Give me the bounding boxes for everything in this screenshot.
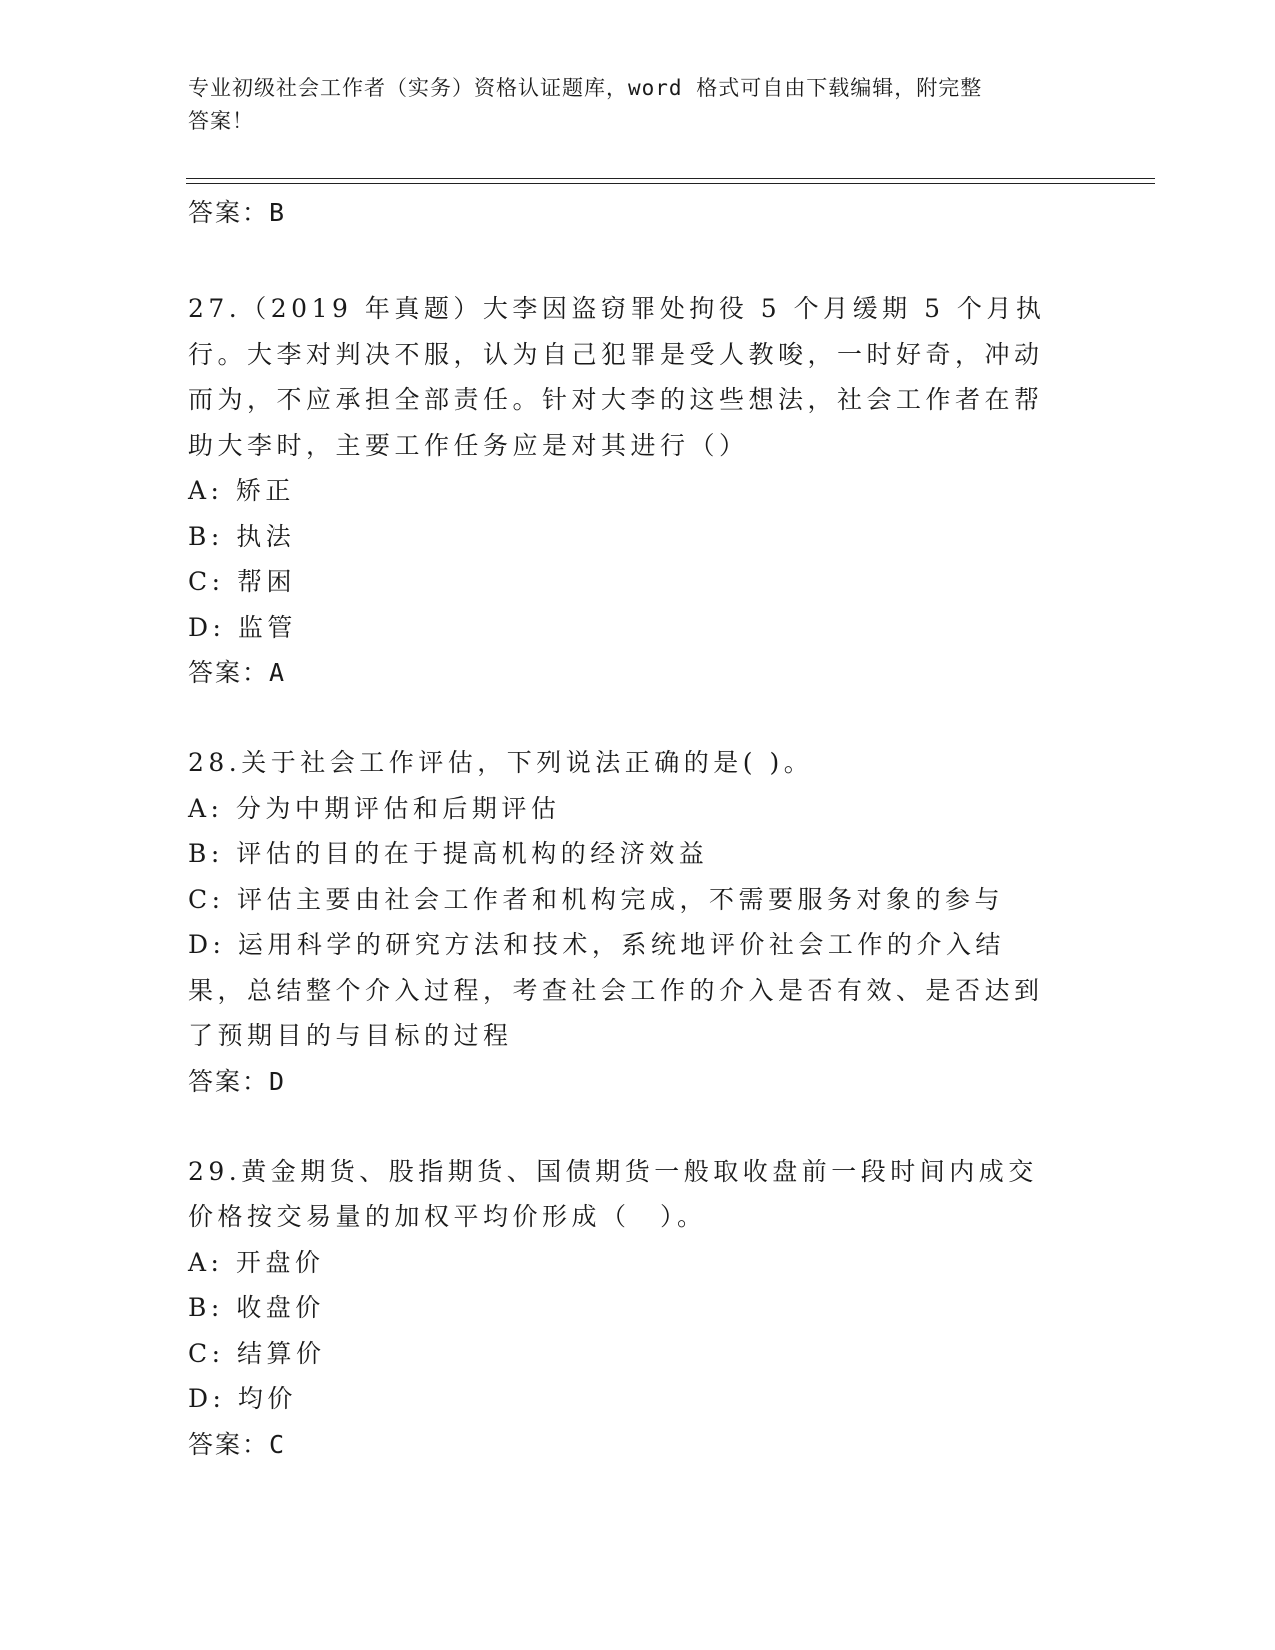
answer-value: D [269, 1066, 285, 1096]
question-stem: 28.关于社会工作评估，下列说法正确的是( )。 [188, 748, 814, 777]
header-divider-top [186, 178, 1155, 179]
answer-line [188, 1059, 1088, 1105]
option-d: D: 运用科学的研究方法和技术，系统地评价社会工作的介入结果，总结整个介入过程，考查社会工作的介入是否有效、是否达到了预期目的与目标的过程 [188, 930, 1044, 1050]
question-list [188, 190, 1088, 1468]
answer-label: 答案： [188, 1066, 270, 1096]
option-a: A: 分为中期评估和后期评估 [188, 793, 561, 823]
option-d: D: 监管 [188, 612, 297, 642]
question-stem: 27.（2019 年真题）大李因盗窃罪处拘役 5 个月缓期 5 个月执行。大李对判决不服，认为自己犯罪是受人教唆，一时好奇，冲动而为，不应承担全部责任。针对大李的这些想法，社会工作者在帮助大李时，主要工作任务应是对其进行（） [188, 294, 1046, 460]
option-c: C: 结算价 [188, 1338, 326, 1368]
option-b: B: 收盘价 [188, 1293, 325, 1322]
question-stem: 29.黄金期货、股指期货、国债期货一般取收盘前一段时间内成交价格按交易量的加权平均价形成（ ）。 [188, 1156, 1038, 1231]
option-b: B: 评估的目的在于提高机构的经济效益 [188, 839, 709, 868]
answer-value: C [269, 1429, 285, 1459]
answer-value: A [269, 658, 285, 687]
answer-label: 答案： [188, 1429, 270, 1459]
option-c: C: 帮困 [188, 567, 296, 596]
header-divider-bottom [186, 183, 1155, 184]
answer-label: 答案： [188, 658, 270, 687]
option-c: C: 评估主要由社会工作者和机构完成，不需要服务对象的参与 [188, 884, 1005, 914]
header-line-1: 专业初级社会工作者（实务）资格认证题库，word 格式可自由下载编辑，附完整 [188, 76, 983, 100]
question-27 [188, 286, 1088, 696]
answer-line [188, 1422, 1088, 1468]
answer-line [188, 190, 1088, 236]
spacer [188, 1105, 1088, 1149]
question-29 [188, 1149, 1088, 1468]
option-b: B: 执法 [188, 521, 296, 551]
option-a: A: 开盘价 [188, 1247, 325, 1277]
question-28 [188, 740, 1088, 1105]
spacer [188, 236, 1088, 286]
answer-value: B [269, 198, 285, 227]
document-header [188, 72, 1068, 138]
option-d: D: 均价 [188, 1384, 297, 1413]
option-a: A: 矫正 [188, 476, 295, 505]
answer-line [188, 650, 1088, 696]
spacer [188, 696, 1088, 740]
header-line-2: 答案！ [188, 109, 254, 133]
answer-label: 答案： [188, 198, 270, 227]
